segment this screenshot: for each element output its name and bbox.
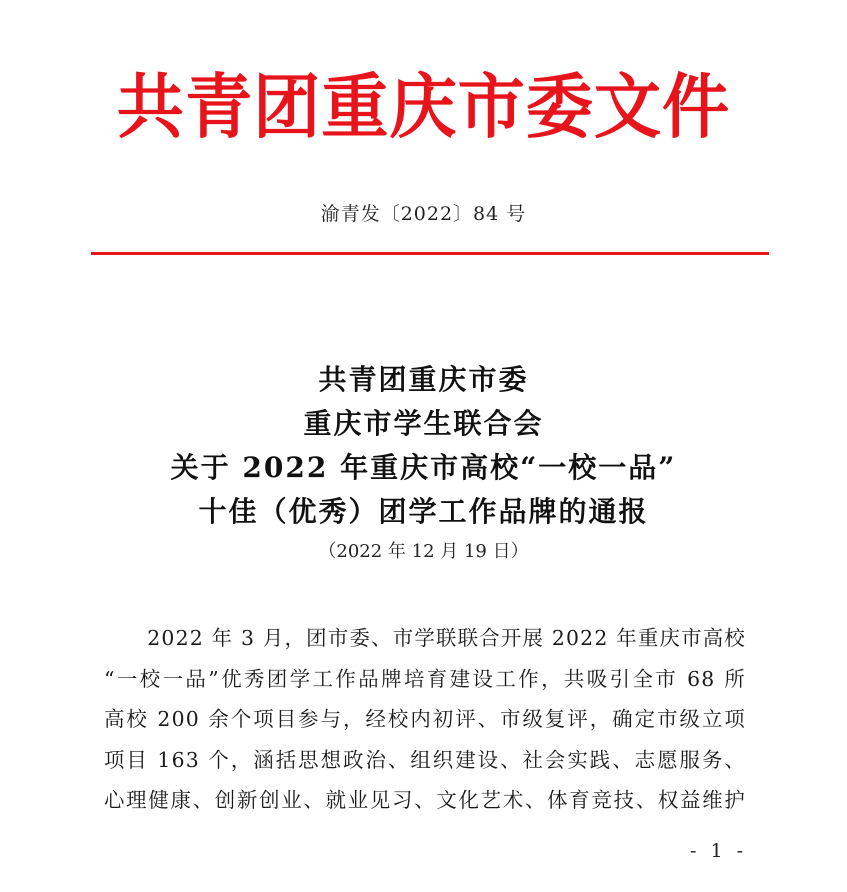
notice-title [60,358,787,534]
document-masthead: 共青团重庆市委文件 [116,66,731,148]
body-line: 高校 200 余个项目参与，经校内初评、市级复评，确定市级立项 [104,707,746,731]
title-line: 关于 2022 年重庆市高校“一校一品” [170,451,677,484]
document-number: 渝青发〔2022〕84 号 [320,203,527,225]
body-line: “一校一品”优秀团学工作品牌培育建设工作，共吸引全市 68 所 [104,666,746,691]
body-line: 心理健康、创新创业、就业见习、文化艺术、体育竞技、权益维护 [104,788,746,812]
title-line: 十佳（优秀）团学工作品牌的通报 [198,495,649,528]
body-paragraph [104,618,746,821]
issue-date: （2022 年 12 月 19 日） [318,541,529,562]
title-line: 重庆市学生联合会 [303,407,544,440]
red-separator-rule [91,252,769,255]
page-number: - 1 - [689,840,747,862]
title-line: 共青团重庆市委 [318,363,529,396]
body-line: 项目 163 个，涵括思想政治、组织建设、社会实践、志愿服务、 [104,747,746,772]
body-line: 2022 年 3 月，团市委、市学联联合开展 2022 年重庆市高校 [104,626,746,650]
